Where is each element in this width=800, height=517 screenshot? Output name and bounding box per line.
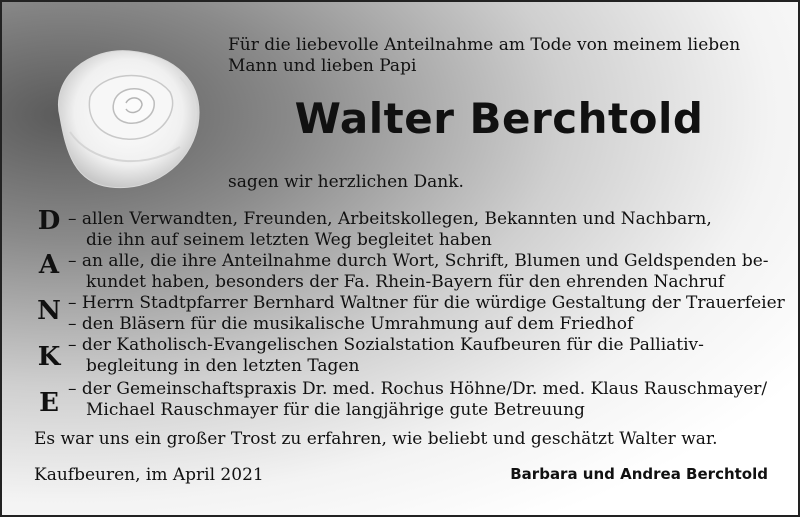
intro-text <box>228 35 770 77</box>
thanks-item-line: – Herrn Stadtpfarrer Bernhard Waltner für die würdige Gestaltung der Trauerfeier <box>68 293 785 313</box>
thanks-item-line: Michael Rauschmayer für die langjährige gute Betreuung <box>86 400 585 420</box>
thanks-item-line: – allen Verwandten, Freunden, Arbeitskollegen, Bekannten und Nachbarn, <box>68 209 712 229</box>
place-date: Kaufbeuren, im April 2021 <box>34 465 264 485</box>
thanks-item <box>68 335 772 377</box>
thanks-item-line: kundet haben, besonders der Fa. Rhein-Bayern für den ehrenden Nachruf <box>86 272 725 292</box>
thanks-item-line: – den Bläsern für die musikalische Umrahmung auf dem Friedhof <box>68 314 634 334</box>
rose-image <box>30 37 220 197</box>
danke-letter: D <box>37 206 61 236</box>
closing-sentence: Es war uns ein großer Trost zu erfahren, wie beliebt und geschätzt Walter war. <box>34 429 718 449</box>
thanks-line: sagen wir herzlichen Dank. <box>228 172 464 192</box>
thanks-item-line: – der Katholisch-Evangelischen Sozialstation Kaufbeuren für die Palliativ- <box>68 335 704 355</box>
thanks-item <box>68 251 772 293</box>
danke-letter: K <box>37 342 61 372</box>
signature: Barbara und Andrea Berchtold <box>510 465 768 483</box>
thanks-item <box>68 293 785 314</box>
deceased-name: Walter Berchtold <box>294 94 704 143</box>
intro-line: Mann und lieben Papi <box>228 56 417 76</box>
thanks-item-line: – an alle, die ihre Anteilnahme durch Wort, Schrift, Blumen und Geldspenden be- <box>68 251 769 271</box>
danke-letter: E <box>39 388 59 418</box>
danke-letter: A <box>38 250 60 280</box>
thanks-item-line: die ihn auf seinem letzten Weg begleitet haben <box>86 230 492 250</box>
thanks-item-line: – der Gemeinschaftspraxis Dr. med. Rochus Höhne/Dr. med. Klaus Rauschmayer/ <box>68 379 768 399</box>
thanks-item <box>68 314 772 335</box>
thanks-item <box>68 209 772 251</box>
thanks-item <box>68 379 772 421</box>
intro-line: Für die liebevolle Anteilnahme am Tode von meinem lieben <box>228 35 741 55</box>
thanks-item-line: begleitung in den letzten Tagen <box>86 356 360 376</box>
danke-letter: N <box>37 296 61 326</box>
